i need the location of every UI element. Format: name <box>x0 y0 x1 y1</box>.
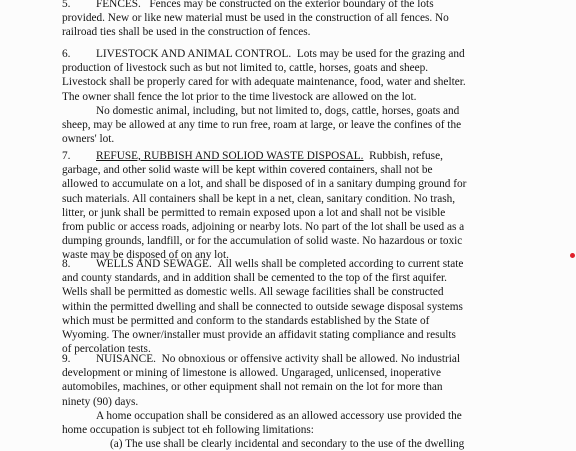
text-line: The owner shall fence the lot prior to the time livestock are allowed on the lot. <box>62 90 417 103</box>
text-line: No obnoxious or offensive activity shall be allowed. No industrial <box>161 353 461 365</box>
text-line: development or mining of limestone is allowed. Ungaraged, unlicensed, inoperative <box>62 367 441 380</box>
section-heading: NUISANCE. <box>96 353 156 365</box>
text-line: dumping grounds, landfill, or for the accumulation of solid waste. No hazardous or toxic <box>62 235 463 248</box>
text-line: garbage, and other solid waste will be kept within covered containers, shall not be <box>62 164 433 177</box>
section-number: 5. <box>62 0 71 10</box>
section-refuse <box>62 149 467 263</box>
text-line: A home occupation shall be considered as an allowed accessory use provided the <box>96 409 462 422</box>
text-line: from public or access roads, adjoining or nearby lots. No part of the lot shall be used as a <box>62 221 465 234</box>
text-line: owners' lot. <box>62 133 115 146</box>
text-line: Fences may be constructed on the exterior boundary of the lots <box>149 0 434 10</box>
text-line: allowed to accumulate on a lot, and shall be disposed of in a sanitary dumping ground for <box>62 178 467 191</box>
red-dot-marker <box>570 253 575 258</box>
section-number: 9. <box>62 353 71 365</box>
text-line: waste may be disposed of on any lot. <box>62 249 229 262</box>
text-line: within the permitted dwelling and shall be connected to outside sewage disposal systems <box>62 300 463 313</box>
section-first-line <box>62 149 462 163</box>
section-first-line <box>62 47 465 61</box>
section-wells <box>62 257 462 356</box>
text-line: ninety (90) days. <box>62 395 139 408</box>
text-line: litter, or junk shall be permitted to remain exposed upon a lot and shall not be visible <box>62 206 446 219</box>
text-line: Lots may be used for the grazing and <box>296 48 465 60</box>
section-number: 6. <box>62 48 71 60</box>
section-first-line <box>62 352 462 366</box>
section-livestock <box>62 47 466 146</box>
text-line: which must be permitted and conform to the standards established by the State of <box>62 314 430 327</box>
text-line: Livestock shall be properly cared for with adequate maintenance, food, water and shelter. <box>62 76 466 89</box>
section-first-line <box>62 0 462 11</box>
text-line: (a) The use shall be clearly incidental and secondary to the use of the dwelling <box>110 438 465 451</box>
text-line: such materials. All containers shall be kept in a net, clean, sanitary condition. No trash, <box>62 192 456 205</box>
text-line: of percolation tests. <box>62 343 151 356</box>
section-number: 7. <box>62 150 71 162</box>
text-line: automobiles, machines, or other equipment shall not remain on the lot for more than <box>62 381 443 394</box>
section-number: 8. <box>62 258 71 270</box>
text-line: railroad ties shall be used in the construction of fences. <box>62 26 311 39</box>
section-heading: WELLS AND SEWAGE. <box>96 258 212 270</box>
text-line: sheep, may be allowed at any time to run free, roam at large, or leave the confines of the <box>62 119 462 132</box>
section-nuisance <box>62 352 465 451</box>
text-line: provided. New or like new material must be used in the construction of all fences. No <box>62 12 449 25</box>
text-line: home occupation is subject tot eh following limitations: <box>62 424 314 437</box>
section-heading: FENCES. <box>96 0 141 10</box>
text-line: production of livestock such as but not limited to, cattle, horses, goats and sheep. <box>62 62 429 75</box>
text-line: All wells shall be completed according to current state <box>217 258 464 270</box>
section-fences <box>62 0 462 40</box>
text-line: Wells shall be permitted as domestic wells. All sewage facilities shall be constructed <box>62 286 444 299</box>
text-line: Rubbish, refuse, <box>369 150 443 162</box>
text-line: Wyoming. The owner/installer must provide an affidavit stating compliance and results <box>62 329 456 342</box>
section-heading: LIVESTOCK AND ANIMAL CONTROL. <box>96 48 292 60</box>
section-first-line <box>62 257 462 271</box>
section-heading: REFUSE, RUBBISH AND SOLIOD WASTE DISPOSAL. <box>96 150 364 162</box>
text-line: and county standards, and in addition shall be cemented to the top of the first aquifer. <box>62 272 447 285</box>
text-line: No domestic animal, including, but not limited to, dogs, cattle, horses, goats and <box>96 104 460 117</box>
